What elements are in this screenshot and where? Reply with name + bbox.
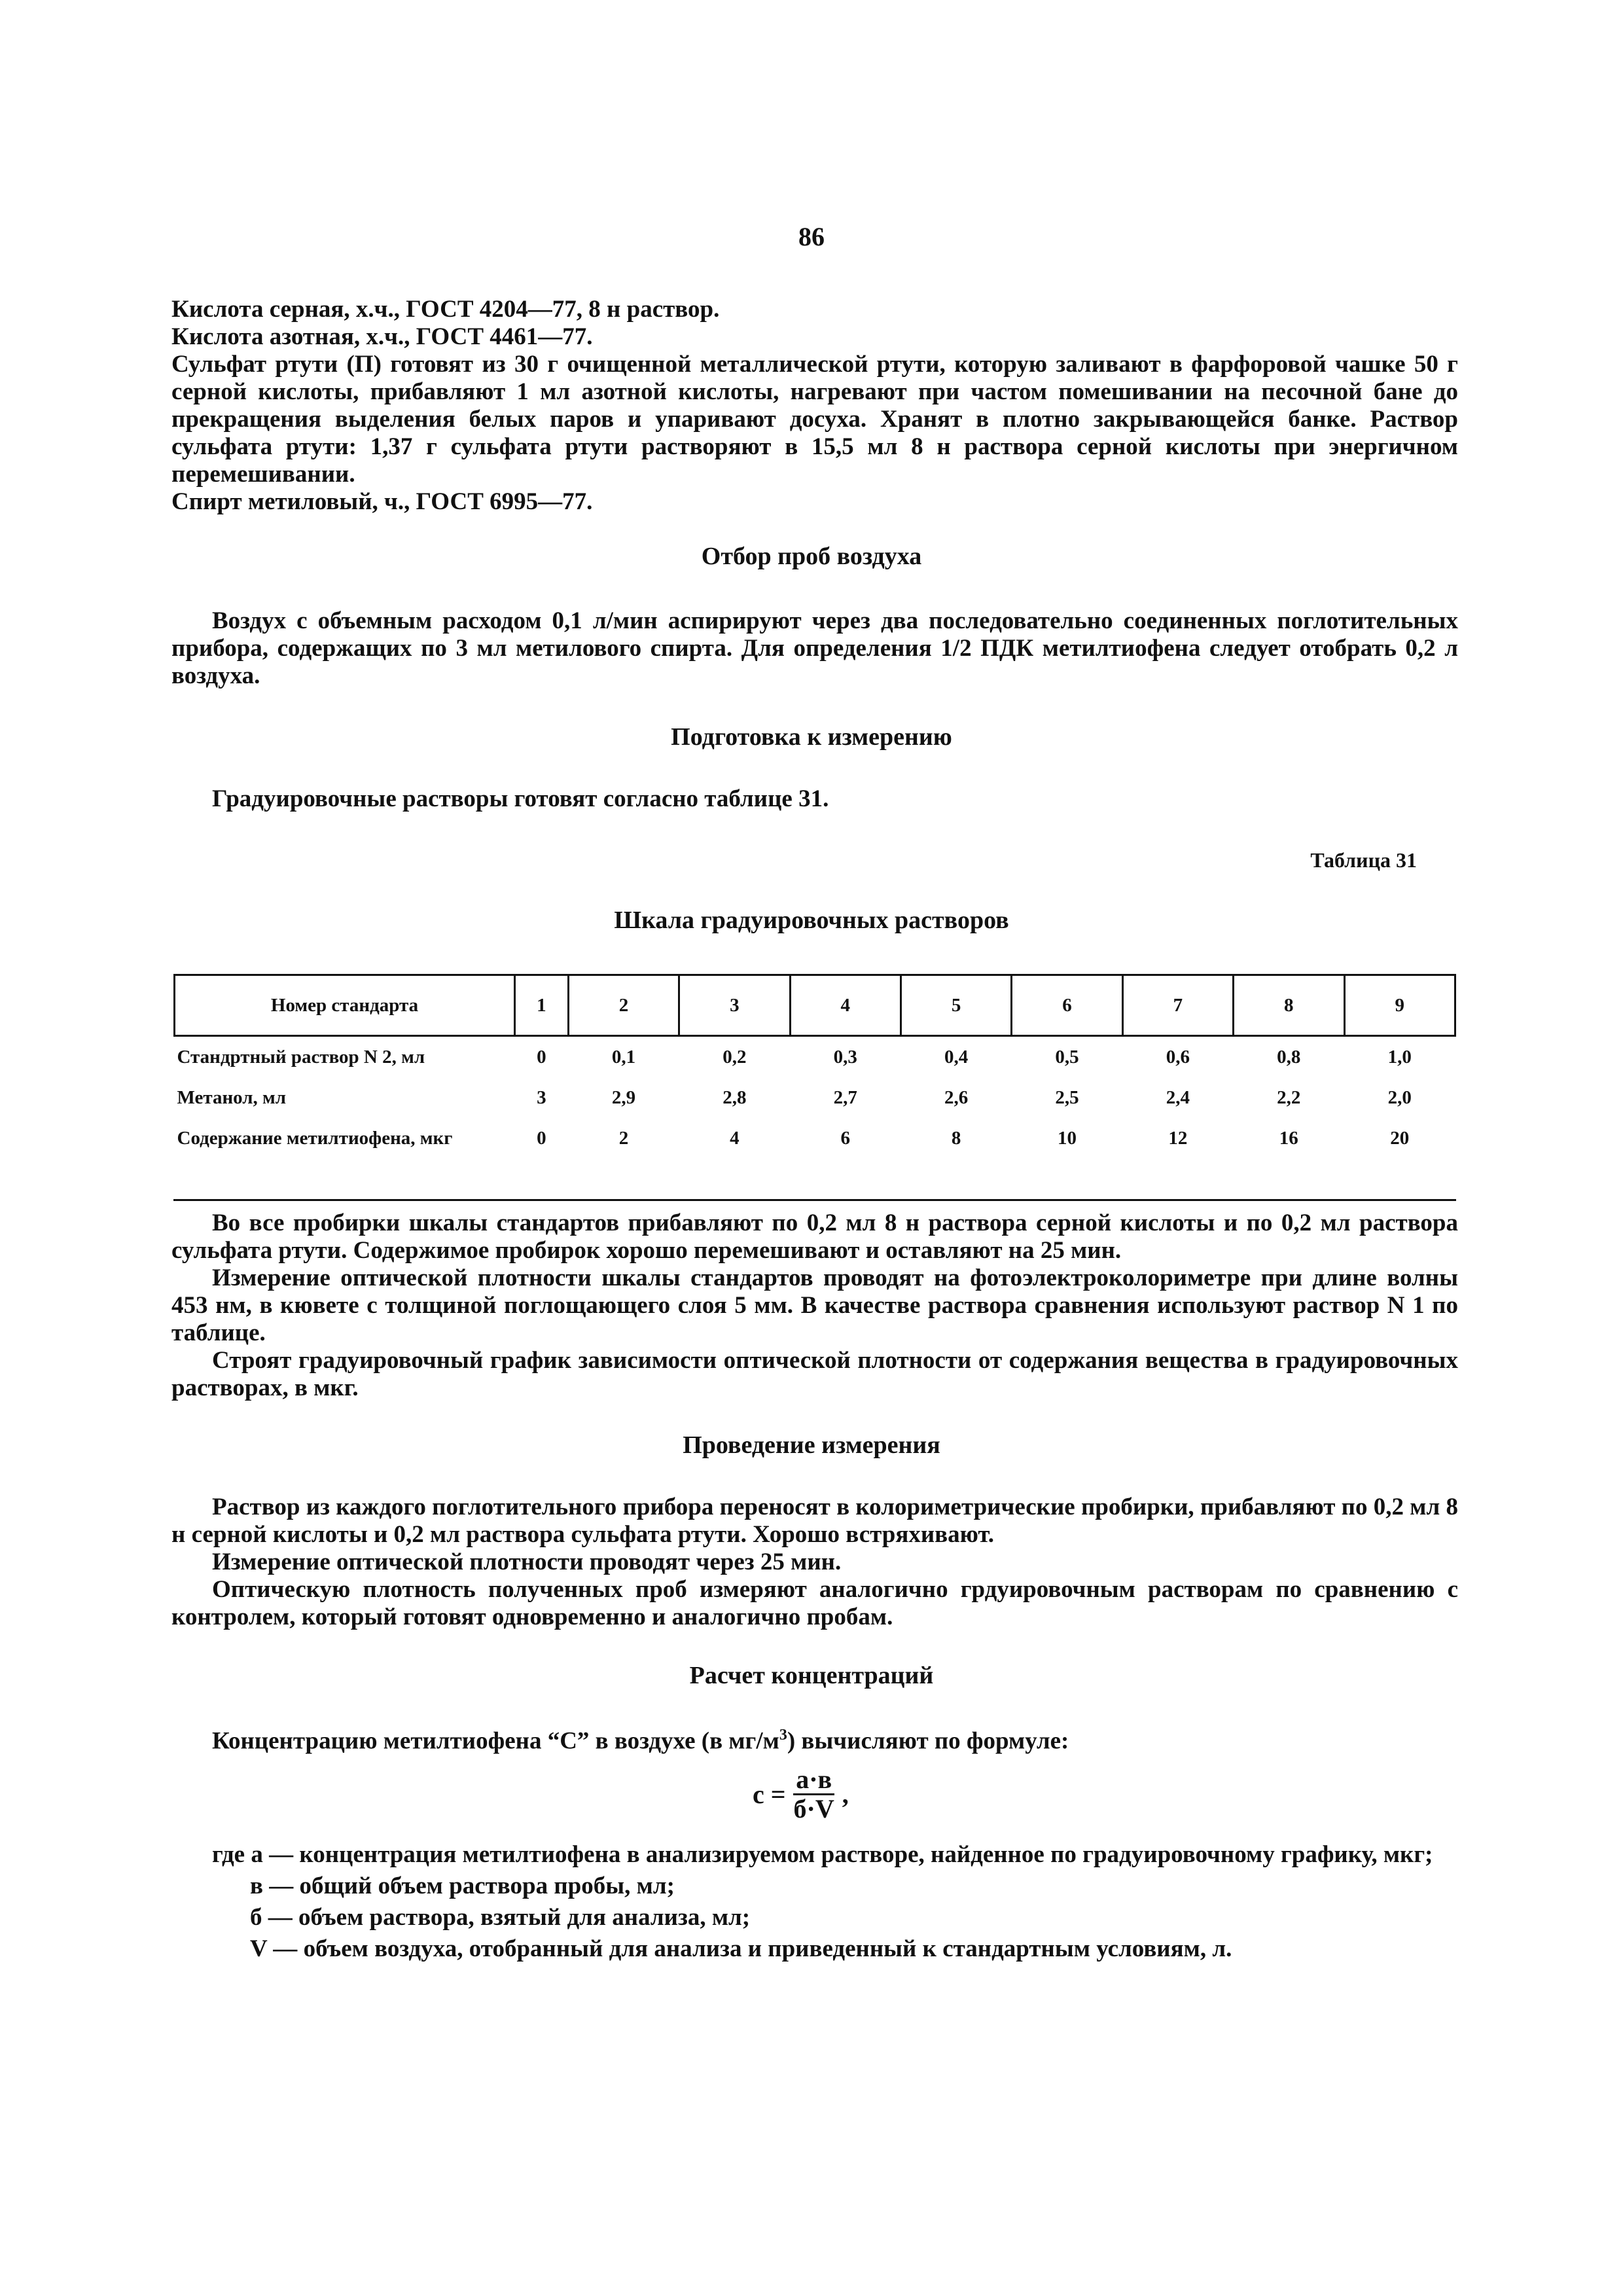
table-cell: 10: [1058, 1127, 1077, 1149]
calculation-intro-after: ) вычисляют по формуле:: [787, 1727, 1069, 1755]
calculation-intro-text: [171, 1721, 1458, 1755]
formula-legend: [171, 1839, 1458, 1965]
table-cell: 2: [618, 1127, 629, 1149]
table-cell: 0,2: [722, 1046, 747, 1067]
table-row-label: Стандртный раствор N 2, мл: [177, 1046, 425, 1067]
legend-symbol: б —: [250, 1904, 293, 1931]
table-label: Таблица 31: [1310, 848, 1417, 872]
table-cell: 1,0: [1387, 1046, 1412, 1067]
table-row: [175, 1118, 1455, 1158]
measurement-paragraph: Раствор из каждого поглотительного прибора переносят в колориметрические пробирки, прибавляют по 0,2 мл 8 н серной кислоты и 0,2 мл раствора сульфата ртути. Хорошо встряхивают.: [171, 1494, 1458, 1548]
legend-symbol: V —: [250, 1935, 298, 1962]
table-bottom-rule: [173, 1199, 1456, 1201]
formula-tail: ,: [842, 1780, 849, 1809]
measurement-heading: Проведение измерения: [683, 1431, 940, 1459]
calculation-heading: Расчет концентраций: [689, 1662, 934, 1689]
table-cell: 2,0: [1387, 1086, 1412, 1108]
table-header-row: [175, 975, 1455, 1036]
table-cell: 4: [730, 1127, 740, 1149]
legend-symbol: в —: [250, 1873, 294, 1899]
table-cell: 0,5: [1055, 1046, 1079, 1067]
preparation-text: Градуировочные растворы готовят согласно таблице 31.: [212, 785, 829, 812]
table-cell: 2,6: [944, 1086, 969, 1108]
sampling-section: [171, 607, 1458, 690]
table-cell: 2,4: [1166, 1086, 1190, 1108]
calculation-intro-before: Концентрацию метилтиофена “С” в воздухе (в мг/м: [212, 1727, 779, 1755]
table-row-label: Содержание метилтиофена, мкг: [177, 1127, 453, 1149]
table-cell: 0,1: [611, 1046, 636, 1067]
table-col-header: 4: [790, 975, 901, 1036]
legend-item: [171, 1839, 1458, 1871]
concentration-formula: [753, 1766, 849, 1823]
after-table-paragraph: Строят градуировочный график зависимости оптической плотности от содержания вещества в градуировочных растворах, в мкг.: [171, 1347, 1458, 1401]
sampling-text: Воздух с объемным расходом 0,1 л/мин аспирируют через два последовательно соединенных поглотительных прибора, содержащих по 3 мл метилового спирта. Для определения 1/2 ПДК метилтиофена следует отобрать 0,2 л воздуха.: [171, 607, 1458, 689]
table-col-header: 3: [679, 975, 790, 1036]
calculation-intro: [171, 1721, 1458, 1755]
formula-numerator: а·в: [793, 1766, 834, 1795]
legend-text: общий объем раствора пробы, мл;: [293, 1873, 675, 1899]
table-cell: 3: [537, 1086, 546, 1108]
preparation-heading: Подготовка к измерению: [671, 723, 952, 751]
legend-symbol: где а —: [212, 1841, 294, 1868]
preparation-section: [171, 785, 1458, 813]
measurement-paragraph: Измерение оптической плотности проводят через 25 мин.: [212, 1549, 842, 1575]
table-cell: 6: [840, 1127, 850, 1149]
legend-item: [171, 1902, 1458, 1933]
table-cell: 2,8: [722, 1086, 747, 1108]
table-cell: 0,8: [1277, 1046, 1301, 1067]
table-col-header: 6: [1012, 975, 1122, 1036]
formula-fraction: [791, 1766, 837, 1823]
legend-text: объем воздуха, отобранный для анализа и приведенный к стандартным условиям, л.: [297, 1935, 1232, 1962]
table-cell: 2,2: [1277, 1086, 1301, 1108]
legend-item: [171, 1933, 1458, 1965]
table-cell: 2,9: [611, 1086, 636, 1108]
table-cell: 0: [537, 1127, 546, 1149]
table-title: Шкала градуировочных растворов: [614, 906, 1009, 934]
table-col-header: 2: [568, 975, 679, 1036]
calculation-intro-sup: 3: [779, 1727, 787, 1744]
legend-text: объем раствора, взятый для анализа, мл;: [292, 1904, 751, 1931]
after-table-paragraph: Во все пробирки шкалы стандартов прибавляют по 0,2 мл 8 н раствора серной кислоты и по 0,2 мл раствора сульфата ртути. Содержимое пробирок хорошо перемешивают и оставляют на 25 мин.: [171, 1210, 1458, 1264]
table-cell: 0,6: [1166, 1046, 1190, 1067]
table-cell: 2,7: [833, 1086, 857, 1108]
legend-item: [171, 1871, 1458, 1902]
table-row-label: Метанол, мл: [177, 1086, 287, 1108]
table-col-header: 1: [515, 975, 569, 1036]
table-cell: 20: [1390, 1127, 1410, 1149]
reagent-methanol: Спирт метиловый, ч., ГОСТ 6995—77.: [171, 488, 593, 515]
reagent-mercury-sulfate: Сульфат ртути (П) готовят из 30 г очищенной металлической ртути, которую заливают в фарфоровой чашке 50 г серной кислоты, прибавляют 1 мл азотной кислоты, нагревают при частом помешивании на песочной бане до прекращения выделения белых паров и упаривают досуха. Хранят в плотно закрывающейся банке. Раствор сульфата ртути: 1,37 г сульфата ртути растворяют в 15,5 мл 8 н раствора серной кислоты при энергичном перемешивании.: [171, 351, 1458, 488]
reagent-sulfuric-acid: Кислота серная, х.ч., ГОСТ 4204—77, 8 н раствор.: [171, 296, 720, 323]
sampling-heading: Отбор проб воздуха: [701, 543, 922, 570]
reagents-list: [171, 296, 1458, 516]
table-col-header: 8: [1234, 975, 1344, 1036]
calibration-table: [173, 974, 1456, 1158]
table-col-header: 7: [1122, 975, 1233, 1036]
table-cell: 2,5: [1055, 1086, 1079, 1108]
table-cell: 8: [951, 1127, 961, 1149]
measurement-section: [171, 1494, 1458, 1631]
table-cell: 0: [537, 1046, 546, 1067]
table-header-label: Номер стандарта: [175, 975, 515, 1036]
legend-text: концентрация метилтиофена в анализируемом растворе, найденное по градуировочному графику, мкг;: [293, 1841, 1433, 1868]
table-row: [175, 1036, 1455, 1078]
table-cell: 12: [1168, 1127, 1188, 1149]
reagent-nitric-acid: Кислота азотная, х.ч., ГОСТ 4461—77.: [171, 323, 593, 350]
page-number: 86: [798, 222, 825, 251]
formula-lhs: с =: [753, 1780, 786, 1809]
measurement-paragraph: Оптическую плотность полученных проб измеряют аналогично грдуировочным растворам по сравнению с контролем, который готовят одновременно и аналогично пробам.: [171, 1576, 1458, 1630]
table-cell: 0,4: [944, 1046, 969, 1067]
table-row: [175, 1077, 1455, 1118]
after-table-section: [171, 1210, 1458, 1402]
table-col-header: 5: [901, 975, 1011, 1036]
table-cell: 16: [1279, 1127, 1298, 1149]
after-table-paragraph: Измерение оптической плотности шкалы стандартов проводят на фотоэлектроколориметре при длине волны 453 нм, в кювете с толщиной поглощающего слоя 5 мм. В качестве раствора сравнения используют раствор N 1 по таблице.: [171, 1265, 1458, 1346]
table-cell: 0,3: [833, 1046, 857, 1067]
table-col-header: 9: [1344, 975, 1455, 1036]
formula-denominator: б·V: [793, 1794, 834, 1823]
